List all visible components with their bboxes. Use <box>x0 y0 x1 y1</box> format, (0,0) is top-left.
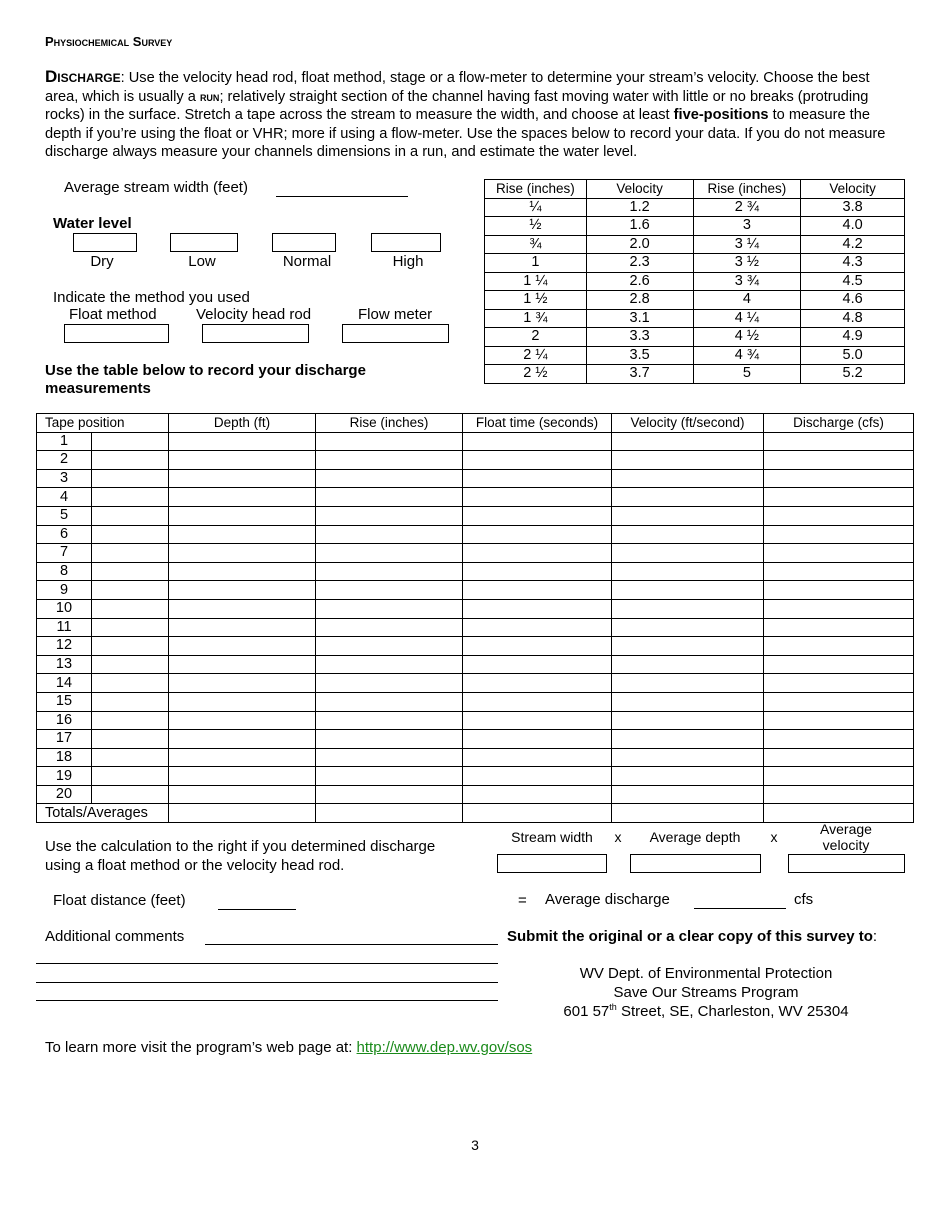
rise-cell[interactable] <box>316 451 463 470</box>
water-level-high-box[interactable] <box>371 233 441 252</box>
address-line-3-sup: th <box>609 1002 617 1012</box>
submit-address-line-1: WV Dept. of Environmental Protection <box>579 965 833 982</box>
velocity-table-cell: 4.6 <box>801 291 905 310</box>
depth-cell[interactable] <box>169 506 316 525</box>
velocity-table-row <box>485 217 905 236</box>
measurement-row <box>37 674 914 693</box>
measurement-row <box>37 544 914 563</box>
rise-cell[interactable] <box>316 748 463 767</box>
velocity-table-cell: 4 <box>693 291 801 310</box>
measurement-row <box>37 432 914 451</box>
velocity-table-cell: 1 ½ <box>485 291 587 310</box>
velocity-cell[interactable] <box>612 451 764 470</box>
equals-sign: = <box>518 892 527 909</box>
flow-meter-box[interactable] <box>342 324 449 343</box>
velocity-cell[interactable] <box>612 488 764 507</box>
comments-line-4[interactable] <box>36 1000 498 1001</box>
average-velocity-box[interactable] <box>788 854 905 873</box>
velocity-cell[interactable] <box>612 711 764 730</box>
discharge-heading: Discharge <box>45 67 121 86</box>
measurement-row <box>37 469 914 488</box>
tape-position-header: Tape position <box>37 414 169 433</box>
submit-address-line-3 <box>506 1002 906 1020</box>
tape-position-number: 2 <box>37 451 92 470</box>
tape-position-number: 5 <box>37 506 92 525</box>
velocity-table-cell: 4.2 <box>801 235 905 254</box>
rise-cell[interactable] <box>316 488 463 507</box>
five-positions: five-positions <box>673 107 769 124</box>
water-level-low-box[interactable] <box>170 233 238 252</box>
rise-cell[interactable] <box>316 674 463 693</box>
times-sign-1: x <box>614 829 622 845</box>
depth-cell[interactable] <box>169 785 316 804</box>
depth-cell[interactable] <box>169 488 316 507</box>
average-velocity-label: Average velocity <box>820 821 872 853</box>
rise-cell[interactable] <box>316 692 463 711</box>
tape-position-value-cell[interactable] <box>92 748 169 767</box>
velocity-table-cell: 1 ¼ <box>485 272 587 291</box>
discharge-cell[interactable] <box>764 711 914 730</box>
depth-cell[interactable] <box>169 674 316 693</box>
tape-position-value-cell[interactable] <box>92 637 169 656</box>
depth-cell[interactable] <box>169 432 316 451</box>
depth-cell[interactable] <box>169 599 316 618</box>
float-time-cell[interactable] <box>463 767 612 786</box>
velocity-cell[interactable] <box>612 544 764 563</box>
rise-cell[interactable] <box>316 432 463 451</box>
depth-cell[interactable] <box>169 692 316 711</box>
depth-cell[interactable] <box>169 655 316 674</box>
velocity-cell[interactable] <box>612 469 764 488</box>
velocity-header-2: Velocity <box>801 180 905 199</box>
velocity-table-cell: 4.3 <box>801 254 905 273</box>
learn-more-line <box>45 1039 532 1056</box>
velocity-cell[interactable] <box>612 655 764 674</box>
discharge-cell[interactable] <box>764 692 914 711</box>
submit-heading-text: Submit the original or a clear copy of this survey to <box>507 928 873 945</box>
float-time-cell[interactable] <box>463 525 612 544</box>
depth-cell[interactable] <box>169 730 316 749</box>
run-word: run <box>199 88 220 104</box>
tape-position-value-cell[interactable] <box>92 785 169 804</box>
rise-cell[interactable] <box>316 581 463 600</box>
float-time-cell[interactable] <box>463 655 612 674</box>
depth-cell[interactable] <box>169 618 316 637</box>
discharge-cell[interactable] <box>764 748 914 767</box>
record-instruction: Use the table below to record your discharge measurements <box>45 362 366 397</box>
totals-float-time-cell[interactable] <box>463 804 612 823</box>
depth-cell[interactable] <box>169 525 316 544</box>
tape-position-value-cell[interactable] <box>92 488 169 507</box>
float-time-cell[interactable] <box>463 562 612 581</box>
velocity-table-cell: 3 ¾ <box>693 272 801 291</box>
float-time-cell[interactable] <box>463 581 612 600</box>
velocity-table-row <box>485 291 905 310</box>
measurement-row <box>37 488 914 507</box>
velocity-table-cell: ½ <box>485 217 587 236</box>
average-depth-label: Average depth <box>649 829 741 845</box>
address-line-3-b: Street, SE, Charleston, WV 25304 <box>616 1003 849 1020</box>
velocity-table-cell: 3.5 <box>586 346 693 365</box>
measurement-row <box>37 562 914 581</box>
velocity-table-cell: 2 <box>485 328 587 347</box>
page-title: Physiochemical Survey <box>45 34 173 49</box>
measurement-row <box>37 525 914 544</box>
velocity-table-cell: 5.2 <box>801 365 905 384</box>
measurement-row <box>37 599 914 618</box>
velocity-table-row <box>485 272 905 291</box>
tape-position-number: 13 <box>37 655 92 674</box>
velocity-table-cell: 4.9 <box>801 328 905 347</box>
tape-position-value-cell[interactable] <box>92 599 169 618</box>
tape-position-value-cell[interactable] <box>92 767 169 786</box>
water-level-high-label: High <box>392 253 424 270</box>
tape-position-number: 10 <box>37 599 92 618</box>
velocity-table-cell: 2.6 <box>586 272 693 291</box>
velocity-table-cell: 2.8 <box>586 291 693 310</box>
discharge-cell[interactable] <box>764 469 914 488</box>
float-method-box[interactable] <box>64 324 169 343</box>
depth-cell[interactable] <box>169 748 316 767</box>
float-time-cell[interactable] <box>463 488 612 507</box>
stream-width-calc-box[interactable] <box>497 854 607 873</box>
discharge-cell[interactable] <box>764 506 914 525</box>
velocity-cell[interactable] <box>612 506 764 525</box>
cfs-unit: cfs <box>794 891 814 908</box>
velocity-table-cell: 3.7 <box>586 365 693 384</box>
velocity-table-row <box>485 254 905 273</box>
discharge-cell[interactable] <box>764 599 914 618</box>
velocity-table-row <box>485 328 905 347</box>
rise-cell[interactable] <box>316 730 463 749</box>
velocity-cell[interactable] <box>612 525 764 544</box>
velocity-table-row <box>485 235 905 254</box>
velocity-table-cell: 3 <box>693 217 801 236</box>
velocity-cell[interactable] <box>612 618 764 637</box>
velocity-cell[interactable] <box>612 730 764 749</box>
rise-cell[interactable] <box>316 618 463 637</box>
discharge-cell[interactable] <box>764 581 914 600</box>
rise-cell[interactable] <box>316 785 463 804</box>
water-level-label: Water level <box>53 215 132 232</box>
float-distance-label: Float distance (feet) <box>53 892 186 909</box>
velocity-cell[interactable] <box>612 581 764 600</box>
depth-cell[interactable] <box>169 451 316 470</box>
average-discharge-label: Average discharge <box>545 891 670 908</box>
depth-cell[interactable] <box>169 767 316 786</box>
float-time-cell[interactable] <box>463 730 612 749</box>
water-level-dry-label: Dry <box>90 253 114 270</box>
tape-position-number: 17 <box>37 730 92 749</box>
velocity-table-cell: 4.5 <box>801 272 905 291</box>
float-time-cell[interactable] <box>463 432 612 451</box>
totals-rise-cell[interactable] <box>316 804 463 823</box>
rise-cell[interactable] <box>316 767 463 786</box>
float-time-cell[interactable] <box>463 637 612 656</box>
tape-position-value-cell[interactable] <box>92 711 169 730</box>
rise-cell[interactable] <box>316 544 463 563</box>
discharge-cell[interactable] <box>764 674 914 693</box>
tape-position-value-cell[interactable] <box>92 451 169 470</box>
float-time-cell[interactable] <box>463 599 612 618</box>
float-time-cell[interactable] <box>463 711 612 730</box>
submit-heading <box>507 928 877 945</box>
tape-position-value-cell[interactable] <box>92 692 169 711</box>
rise-cell[interactable] <box>316 655 463 674</box>
velocity-cell[interactable] <box>612 785 764 804</box>
tape-position-number: 6 <box>37 525 92 544</box>
depth-cell[interactable] <box>169 469 316 488</box>
float-time-cell[interactable] <box>463 748 612 767</box>
totals-discharge-cell[interactable] <box>764 804 914 823</box>
tape-position-number: 16 <box>37 711 92 730</box>
tape-position-number: 7 <box>37 544 92 563</box>
velocity-head-rod-label: Velocity head rod <box>196 306 312 323</box>
comments-label: Additional comments <box>45 928 185 945</box>
measurement-row <box>37 637 914 656</box>
float-distance-field[interactable] <box>218 909 296 910</box>
calculation-instruction: Use the calculation to the right if you determined discharge using a float method or the velocity head rod. <box>45 838 436 874</box>
discharge-cell[interactable] <box>764 785 914 804</box>
float-time-cell[interactable] <box>463 692 612 711</box>
velocity-table-cell: ¼ <box>485 198 587 217</box>
depth-cell[interactable] <box>169 562 316 581</box>
velocity-table-cell: 2 ½ <box>485 365 587 384</box>
water-level-normal-box[interactable] <box>272 233 336 252</box>
submit-address-line-2: Save Our Streams Program <box>613 984 799 1001</box>
intro-text-3: to measure the depth if you’re using the float or VHR; more if using a flow-meter. Use the spaces below to record your data. If you do not measure discharge always measure your channels dimensions in a run, and estimate the water level. <box>45 107 886 161</box>
tape-position-value-cell[interactable] <box>92 469 169 488</box>
velocity-table-cell: 4 ½ <box>693 328 801 347</box>
velocity-table-row <box>485 346 905 365</box>
tape-position-value-cell[interactable] <box>92 525 169 544</box>
depth-header: Depth (ft) <box>169 414 316 433</box>
float-time-cell[interactable] <box>463 506 612 525</box>
discharge-cell[interactable] <box>764 637 914 656</box>
velocity-table-cell: 5 <box>693 365 801 384</box>
page-number: 3 <box>471 1137 479 1153</box>
velocity-cell[interactable] <box>612 748 764 767</box>
measurement-row <box>37 692 914 711</box>
velocity-table-cell: 3.1 <box>586 309 693 328</box>
intro-paragraph <box>45 68 905 162</box>
tape-position-number: 4 <box>37 488 92 507</box>
rise-header-1: Rise (inches) <box>485 180 587 199</box>
velocity-table-cell: ¾ <box>485 235 587 254</box>
discharge-header: Discharge (cfs) <box>764 414 914 433</box>
tape-position-value-cell[interactable] <box>92 730 169 749</box>
totals-depth-cell[interactable] <box>169 804 316 823</box>
discharge-cell[interactable] <box>764 432 914 451</box>
tape-position-number: 19 <box>37 767 92 786</box>
velocity-table-cell: 1 <box>485 254 587 273</box>
stream-width-label: Average stream width (feet) <box>64 179 248 196</box>
water-level-low-label: Low <box>188 253 216 270</box>
velocity-table-cell: 3.8 <box>801 198 905 217</box>
tape-position-value-cell[interactable] <box>92 432 169 451</box>
velocity-header-1: Velocity <box>586 180 693 199</box>
rise-header-2: Rise (inches) <box>693 180 801 199</box>
totals-velocity-cell[interactable] <box>612 804 764 823</box>
tape-position-number: 12 <box>37 637 92 656</box>
tape-position-number: 8 <box>37 562 92 581</box>
tape-position-value-cell[interactable] <box>92 581 169 600</box>
velocity-cell[interactable] <box>612 674 764 693</box>
address-line-3-a: 601 57 <box>563 1003 610 1020</box>
velocity-table-row <box>485 198 905 217</box>
velocity-table-cell: 1 ¾ <box>485 309 587 328</box>
tape-position-number: 3 <box>37 469 92 488</box>
discharge-cell[interactable] <box>764 618 914 637</box>
measurement-row <box>37 655 914 674</box>
velocity-cell[interactable] <box>612 692 764 711</box>
stream-width-calc-label: Stream width <box>511 829 593 845</box>
velocity-reference-table <box>484 179 905 384</box>
tape-position-value-cell[interactable] <box>92 618 169 637</box>
method-label: Indicate the method you used <box>53 289 250 306</box>
velocity-table-cell: 2 ¾ <box>693 198 801 217</box>
tape-position-number: 18 <box>37 748 92 767</box>
velocity-table-cell: 5.0 <box>801 346 905 365</box>
measurement-row <box>37 506 914 525</box>
measurement-row <box>37 730 914 749</box>
rise-cell[interactable] <box>316 469 463 488</box>
velocity-table-cell: 4.8 <box>801 309 905 328</box>
float-time-header: Float time (seconds) <box>463 414 612 433</box>
discharge-cell[interactable] <box>764 730 914 749</box>
measurement-row <box>37 785 914 804</box>
tape-position-number: 15 <box>37 692 92 711</box>
tape-position-value-cell[interactable] <box>92 544 169 563</box>
measurement-row <box>37 451 914 470</box>
rise-cell[interactable] <box>316 637 463 656</box>
velocity-table-cell: 4 ¾ <box>693 346 801 365</box>
discharge-measurement-table <box>36 413 914 823</box>
rise-header: Rise (inches) <box>316 414 463 433</box>
tape-position-number: 11 <box>37 618 92 637</box>
velocity-table-row <box>485 365 905 384</box>
discharge-cell[interactable] <box>764 451 914 470</box>
velocity-table-cell: 2.0 <box>586 235 693 254</box>
measurement-row <box>37 711 914 730</box>
velocity-table-cell: 3 ¼ <box>693 235 801 254</box>
rise-cell[interactable] <box>316 506 463 525</box>
velocity-table-cell: 1.2 <box>586 198 693 217</box>
water-level-normal-label: Normal <box>282 253 332 270</box>
water-level-dry-box[interactable] <box>73 233 137 252</box>
tape-position-value-cell[interactable] <box>92 506 169 525</box>
discharge-cell[interactable] <box>764 655 914 674</box>
velocity-table-cell: 4.0 <box>801 217 905 236</box>
float-time-cell[interactable] <box>463 451 612 470</box>
submit-colon: : <box>872 928 878 945</box>
depth-cell[interactable] <box>169 581 316 600</box>
comments-line-3[interactable] <box>36 982 498 983</box>
tape-position-number: 20 <box>37 785 92 804</box>
flow-meter-label: Flow meter <box>358 306 433 323</box>
velocity-cell[interactable] <box>612 599 764 618</box>
velocity-cell[interactable] <box>612 562 764 581</box>
measurement-row <box>37 618 914 637</box>
discharge-cell[interactable] <box>764 767 914 786</box>
float-time-cell[interactable] <box>463 618 612 637</box>
velocity-cell[interactable] <box>612 432 764 451</box>
tape-position-value-cell[interactable] <box>92 562 169 581</box>
totals-label: Totals/Averages <box>37 804 169 823</box>
rise-cell[interactable] <box>316 562 463 581</box>
rise-cell[interactable] <box>316 711 463 730</box>
velocity-table-cell: 4 ¼ <box>693 309 801 328</box>
stream-width-field[interactable] <box>276 196 408 197</box>
discharge-cell[interactable] <box>764 525 914 544</box>
float-time-cell[interactable] <box>463 544 612 563</box>
intro-text-2: ; relatively straight section of the channel having fast moving water with little or no breaks (protruding rocks) in the surface. Stretch a tape across the stream to measure the width, and choose at least <box>45 88 869 124</box>
measurement-row <box>37 767 914 786</box>
program-web-link[interactable]: http://www.dep.wv.gov/sos <box>356 1039 533 1056</box>
tape-position-number: 14 <box>37 674 92 693</box>
discharge-cell[interactable] <box>764 544 914 563</box>
tape-position-value-cell[interactable] <box>92 655 169 674</box>
tape-position-value-cell[interactable] <box>92 674 169 693</box>
intro-text-1: : Use the velocity head rod, float method, stage or a flow-meter to determine your stream’s velocity. Choose the best area, which is usually a <box>45 70 870 105</box>
times-sign-2: x <box>770 829 778 845</box>
velocity-cell[interactable] <box>612 637 764 656</box>
discharge-cell[interactable] <box>764 488 914 507</box>
velocity-cell[interactable] <box>612 767 764 786</box>
depth-cell[interactable] <box>169 711 316 730</box>
velocity-table-cell: 1.6 <box>586 217 693 236</box>
rise-cell[interactable] <box>316 599 463 618</box>
average-depth-box[interactable] <box>630 854 761 873</box>
learn-more-text: To learn more visit the program’s web page at: <box>45 1039 357 1056</box>
float-time-cell[interactable] <box>463 469 612 488</box>
rise-cell[interactable] <box>316 525 463 544</box>
velocity-table-cell: 2.3 <box>586 254 693 273</box>
tape-position-number: 9 <box>37 581 92 600</box>
velocity-table-cell: 3.3 <box>586 328 693 347</box>
comments-line-2[interactable] <box>36 963 498 964</box>
measurement-row <box>37 748 914 767</box>
velocity-head-rod-box[interactable] <box>202 324 309 343</box>
comments-line-1[interactable] <box>205 944 498 945</box>
float-time-cell[interactable] <box>463 785 612 804</box>
depth-cell[interactable] <box>169 544 316 563</box>
depth-cell[interactable] <box>169 637 316 656</box>
float-method-label: Float method <box>69 306 157 323</box>
average-discharge-field[interactable] <box>694 908 786 909</box>
velocity-table-cell: 3 ½ <box>693 254 801 273</box>
discharge-cell[interactable] <box>764 562 914 581</box>
measurement-row <box>37 581 914 600</box>
velocity-header: Velocity (ft/second) <box>612 414 764 433</box>
velocity-table-row <box>485 309 905 328</box>
velocity-table-cell: 2 ¼ <box>485 346 587 365</box>
tape-position-number: 1 <box>37 432 92 451</box>
float-time-cell[interactable] <box>463 674 612 693</box>
